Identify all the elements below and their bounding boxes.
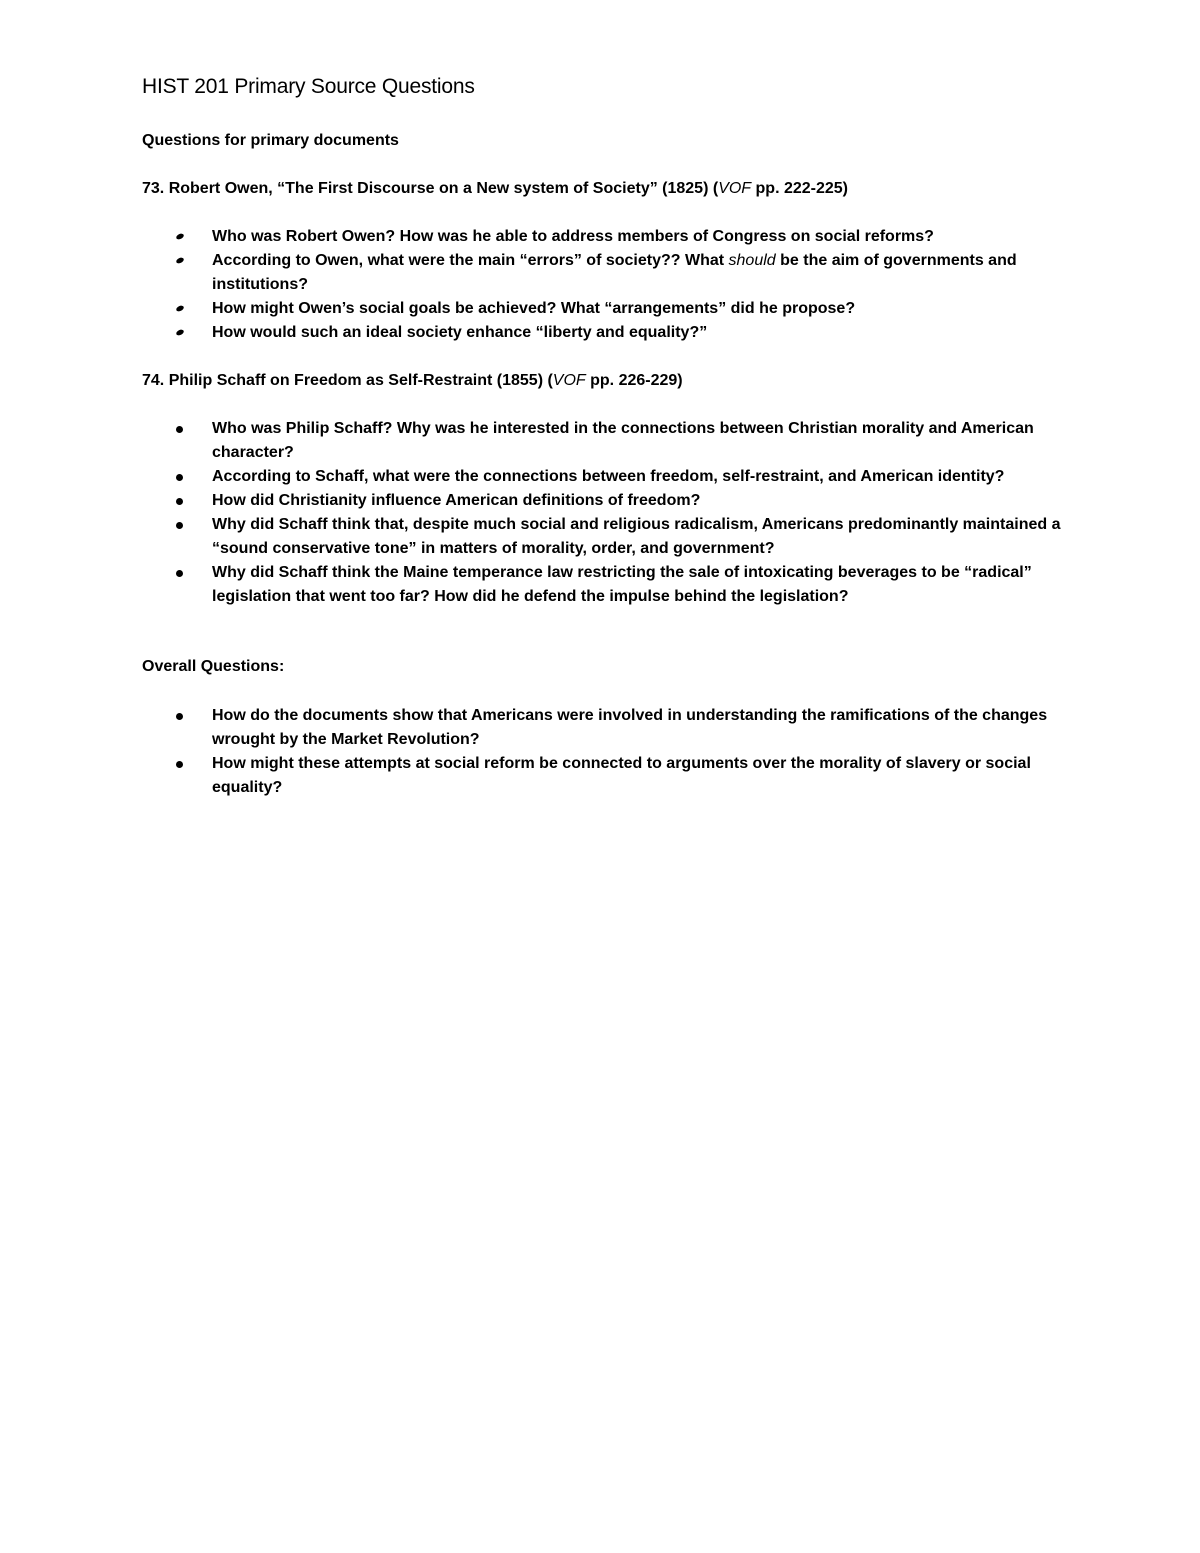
- question-text: Who was Philip Schaff? Why was he interested in the connections between Christian morality and American character?: [212, 420, 1034, 461]
- section-pages: pp. 222-225): [751, 180, 849, 197]
- page-title: HIST 201 Primary Source Questions: [142, 75, 475, 98]
- section-heading-74: [142, 370, 683, 392]
- list-item: [212, 249, 1072, 297]
- bullet-icon: [175, 329, 184, 337]
- section-number: 74.: [142, 372, 165, 389]
- section-title: Robert Owen, “The First Discourse on a New system of Society” (1825) (: [168, 180, 719, 197]
- question-text: Who was Robert Owen? How was he able to address members of Congress on social reforms?: [212, 228, 934, 245]
- question-text: Why did Schaff think that, despite much social and religious radicalism, Americans predominantly maintained a “sound conservative tone” in matters of morality, order, and government?: [212, 516, 1061, 557]
- question-text: How do the documents show that Americans were involved in understanding the ramifications of the changes wrought by the Market Revolution?: [212, 707, 1048, 748]
- bullet-icon: [176, 570, 183, 577]
- bullet-icon: [175, 257, 184, 265]
- question-list-overall: [212, 704, 1072, 800]
- question-text: Why did Schaff think the Maine temperance law restricting the sale of intoxicating beverages to be “radical” legislation that went too far? How did he defend the impulse behind the legislation?: [212, 564, 1032, 605]
- section-source-abbrev: VOF: [718, 180, 752, 197]
- question-list-74: [212, 417, 1072, 609]
- list-item: [212, 465, 1072, 489]
- section-title: Philip Schaff on Freedom as Self-Restraint (1855) (: [168, 372, 553, 389]
- list-item: [212, 297, 1072, 321]
- list-item: [212, 417, 1072, 465]
- list-item: [212, 489, 1072, 513]
- question-text-part: be the aim of governments and institutions?: [212, 252, 1017, 293]
- overall-questions-heading: Overall Questions:: [142, 658, 285, 675]
- question-list-73: [212, 225, 1072, 345]
- question-text: How might Owen’s social goals be achieved? What “arrangements” did he propose?: [212, 300, 856, 317]
- question-text: How might these attempts at social reform be connected to arguments over the morality of slavery or social equality?: [212, 755, 1031, 796]
- list-item: [212, 752, 1072, 800]
- bullet-icon: [175, 305, 184, 313]
- question-text: How did Christianity influence American definitions of freedom?: [212, 492, 701, 509]
- bullet-icon: [176, 522, 183, 529]
- list-item: [212, 321, 1072, 345]
- list-item: [212, 704, 1072, 752]
- section-number: 73.: [142, 180, 165, 197]
- section-heading-73: [142, 178, 848, 200]
- bullet-icon: [176, 713, 183, 720]
- bullet-icon: [176, 426, 183, 433]
- section-source-abbrev: VOF: [552, 372, 586, 389]
- list-item: [212, 513, 1072, 561]
- bullet-icon: [176, 761, 183, 768]
- section-pages: pp. 226-229): [585, 372, 683, 389]
- intro-text: Questions for primary documents: [142, 132, 399, 149]
- list-item: [212, 225, 1072, 249]
- question-text: How would such an ideal society enhance “liberty and equality?”: [212, 324, 708, 341]
- list-item: [212, 561, 1072, 609]
- question-text-part: According to Owen, what were the main “errors” of society?? What: [212, 252, 729, 269]
- bullet-icon: [175, 233, 184, 241]
- question-emphasis: should: [728, 252, 776, 269]
- bullet-icon: [176, 498, 183, 505]
- bullet-icon: [176, 474, 183, 481]
- question-text: According to Schaff, what were the connections between freedom, self-restraint, and American identity?: [212, 468, 1005, 485]
